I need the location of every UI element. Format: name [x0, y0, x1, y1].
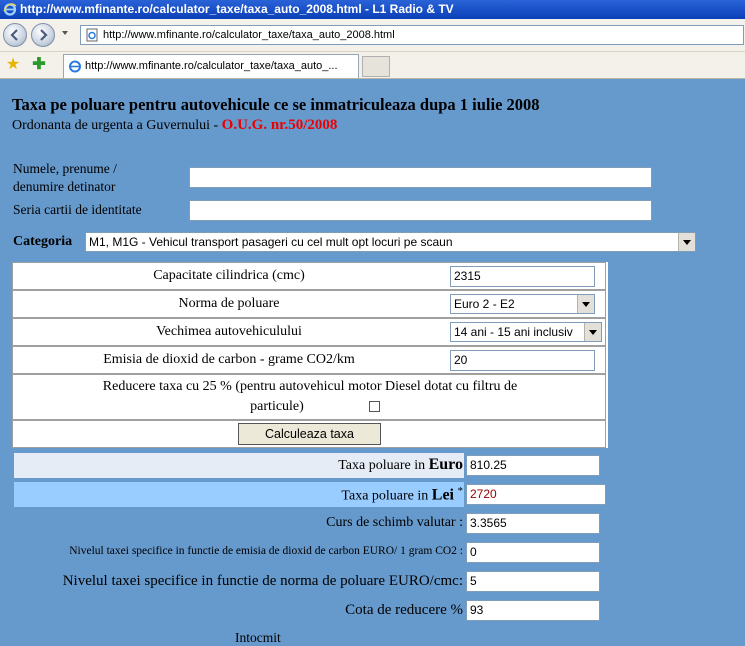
co2-input[interactable]: 20: [450, 350, 595, 371]
reduction-quota-label: Cota de reducere %: [345, 602, 463, 618]
favorites-star-icon[interactable]: ★: [5, 56, 21, 73]
norm-selected: Euro 2 - E2: [454, 297, 515, 311]
page-subtitle: [12, 117, 337, 134]
chevron-down-icon[interactable]: [577, 295, 594, 313]
lei-label-text: Taxa poluare in: [341, 488, 432, 504]
calculate-button[interactable]: Calculeaza taxa: [238, 423, 381, 445]
forward-arrow-icon: [35, 27, 51, 43]
euro-label-text: Taxa poluare in: [338, 458, 429, 473]
capacity-input[interactable]: 2315: [450, 266, 595, 287]
reduction-row: [12, 374, 606, 420]
reduction-quota-output[interactable]: 93: [466, 600, 600, 621]
chevron-down-icon[interactable]: [584, 323, 601, 341]
norm-label: Norma de poluare: [178, 296, 280, 311]
norm-tax-level-output[interactable]: 5: [466, 571, 600, 592]
navigation-bar: [0, 19, 745, 52]
tab-page-icon: [68, 59, 82, 73]
back-button[interactable]: [3, 23, 27, 47]
id-series-label: Seria cartii de identitate: [13, 202, 142, 217]
exchange-rate-label: Curs de schimb valutar :: [326, 515, 463, 530]
address-url[interactable]: http://www.mfinante.ro/calculator_taxe/taxa_auto_2008.html: [103, 29, 395, 41]
window-title: http://www.mfinante.ro/calculator_taxe/taxa_auto_2008.html - L1 Radio & TV: [20, 2, 454, 16]
back-arrow-icon: [7, 27, 23, 43]
page-title: Taxa pe poluare pentru autovehicule ce se inmatriculeaza dupa 1 iulie 2008: [12, 95, 540, 114]
new-tab-button[interactable]: [362, 56, 390, 77]
reduction-label-line1: Reducere taxa cu 25 % (pentru autovehicul motor Diesel dotat cu filtru de: [102, 379, 518, 394]
age-label: Vechimea autovehiculului: [156, 324, 302, 339]
subtitle-ordinance: O.U.G. nr.50/2008: [221, 117, 338, 133]
category-select[interactable]: [85, 232, 696, 252]
prepared-by-label: Intocmit: [235, 630, 281, 645]
age-select[interactable]: [450, 322, 602, 342]
owner-name-label-line1: Numele, prenume /: [13, 161, 117, 176]
exchange-rate-output[interactable]: 3.3565: [466, 513, 600, 534]
subtitle-prefix: Ordonanta de urgenta a Guvernului -: [12, 118, 222, 133]
owner-name-label: [13, 160, 117, 196]
capacity-label: Capacitate cilindrica (cmc): [153, 268, 305, 283]
euro-tax-output[interactable]: 810.25: [466, 455, 600, 476]
euro-label-unit: Euro: [428, 456, 463, 473]
tab-bar: [0, 52, 745, 79]
tab-label: http://www.mfinante.ro/calculator_taxe/taxa_auto_...: [85, 60, 338, 72]
age-selected: 14 ani - 15 ani inclusiv: [454, 325, 573, 339]
diesel-filter-checkbox[interactable]: [369, 401, 380, 412]
co2-tax-level-output[interactable]: 0: [466, 542, 600, 563]
category-selected: M1, M1G - Vehicul transport pasageri cu cel mult opt locuri pe scaun: [89, 235, 453, 249]
add-favorite-icon[interactable]: ✚: [32, 56, 46, 73]
window-titlebar: [0, 0, 745, 19]
lei-tax-output[interactable]: 2720: [466, 484, 606, 505]
norm-select[interactable]: [450, 294, 595, 314]
category-label: Categoria: [13, 234, 73, 249]
reduction-label-line2: particule): [250, 399, 304, 414]
lei-result-label: [341, 485, 463, 505]
chevron-down-icon[interactable]: [678, 233, 695, 251]
euro-result-label: [338, 456, 463, 474]
tab-active[interactable]: [63, 54, 359, 78]
page-icon: [85, 28, 99, 42]
id-series-input[interactable]: [189, 200, 652, 221]
owner-name-input[interactable]: [189, 167, 652, 188]
lei-label-unit: Lei: [431, 486, 454, 504]
co2-label: Emisia de dioxid de carbon - grame CO2/km: [103, 352, 355, 367]
owner-name-label-line2: denumire detinator: [13, 179, 116, 194]
address-bar[interactable]: [80, 25, 744, 45]
ie-logo-icon: [3, 2, 17, 16]
lei-footnote-mark: *: [457, 485, 463, 497]
co2-tax-level-label: Nivelul taxei specifice in functie de emisia de dioxid de carbon EURO/ 1 gram CO2 :: [69, 545, 463, 557]
forward-button[interactable]: [31, 23, 55, 47]
recent-pages-dropdown[interactable]: [62, 31, 68, 35]
norm-tax-level-label: Nivelul taxei specifice in functie de norma de poluare EURO/cmc:: [62, 573, 463, 589]
